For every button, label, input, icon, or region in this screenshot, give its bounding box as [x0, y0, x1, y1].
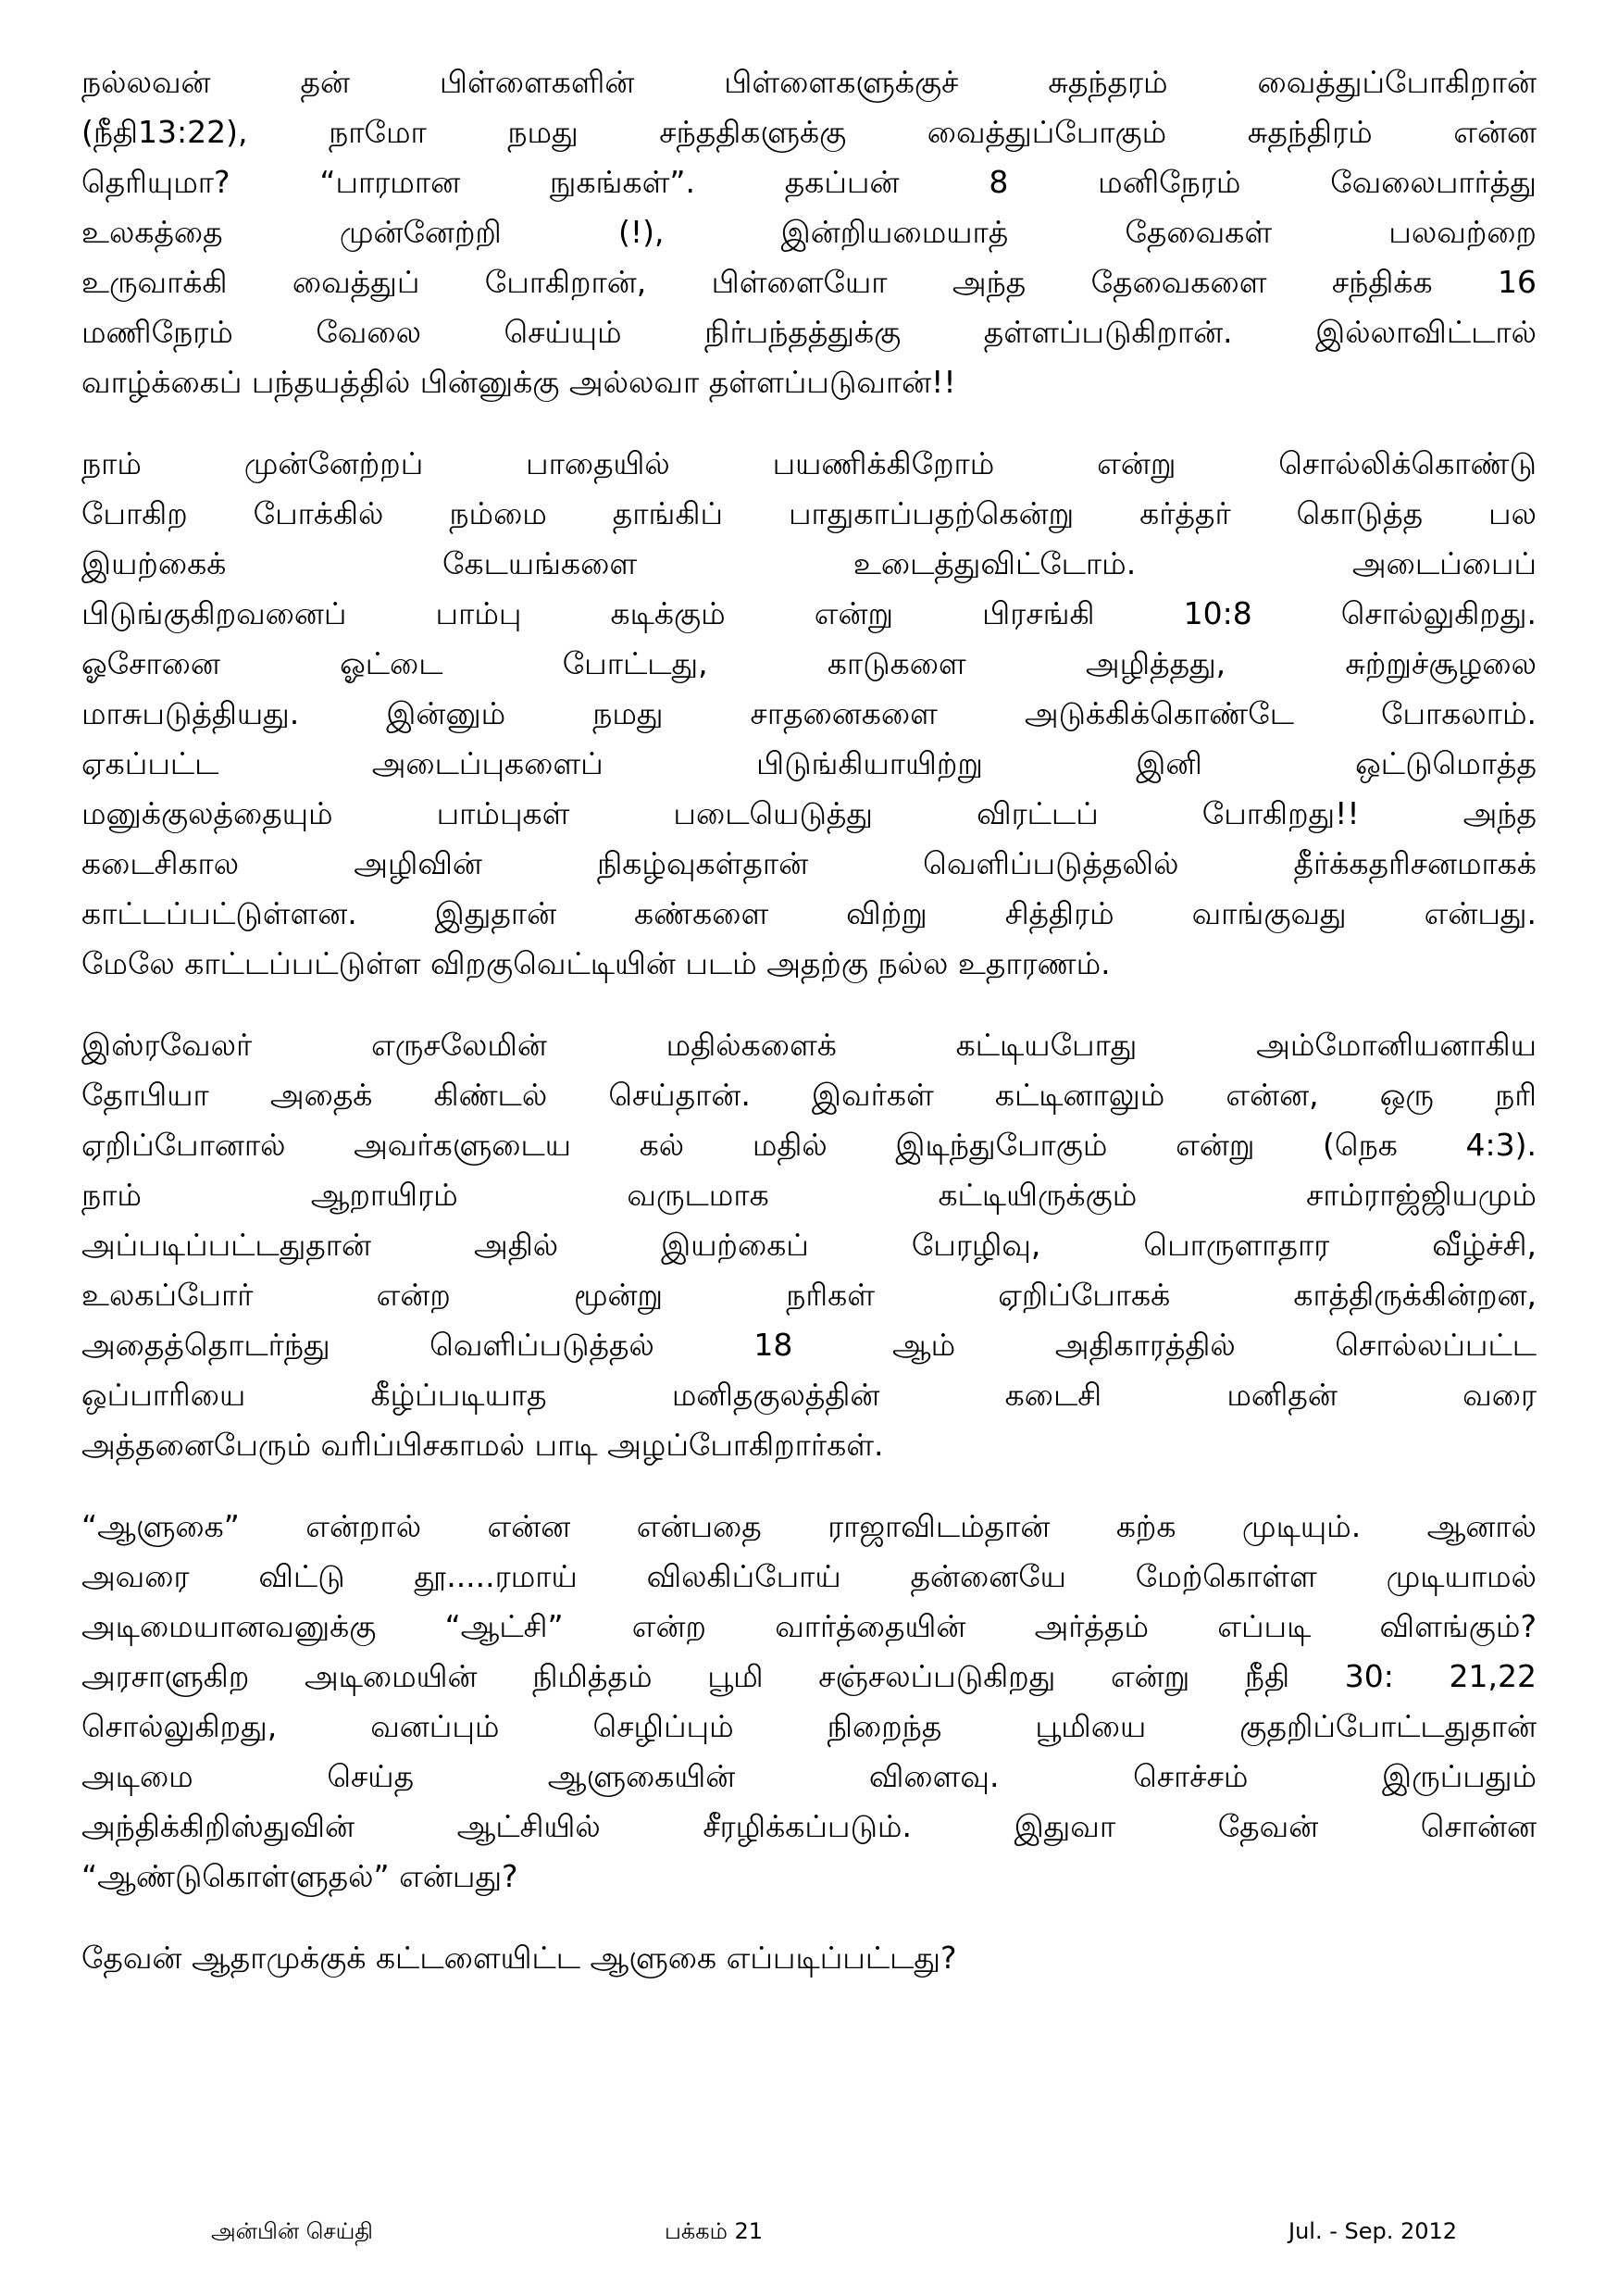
text-line: தெரியுமா? “பாரமான நுகங்கள்”. தகப்பன் 8 மனிநேரம் வேலைபார்த்து — [81, 164, 1537, 200]
issue-date: Jul. - Sep. 2012 — [1288, 2218, 1458, 2244]
text-line: நாம் முன்னேற்றப் பாதையில் பயணிக்கிறோம் என்று சொல்லிக்கொண்டு — [81, 445, 1537, 481]
text-line: மாசுபடுத்தியது. இன்னும் நமது சாதனைகளை அடுக்கிக்கொண்டே போகலாம். — [81, 695, 1537, 731]
text-line: நாம் ஆறாயிரம் வருடமாக கட்டியிருக்கும் சாம்ராஜ்ஜியமும் — [81, 1177, 1537, 1213]
text-line: அதைத்தொடர்ந்து வெளிப்படுத்தல் 18 ஆம் அதிகாரத்தில் சொல்லப்பட்ட — [81, 1327, 1537, 1363]
text-line: மணிநேரம் வேலை செய்யும் நிர்பந்தத்துக்கு தள்ளப்படுகிறான். இல்லாவிட்டால் — [81, 314, 1537, 350]
paragraph-5 — [81, 1933, 1537, 1983]
text-line: “ஆண்டுகொள்ளுதல்” என்பது? — [81, 1858, 518, 1894]
page-number: பக்கம் 21 — [665, 2218, 764, 2244]
text-line: (நீதி13:22), நாமோ நமது சந்ததிகளுக்கு வைத்துப்போகும் சுதந்திரம் என்ன — [81, 114, 1537, 150]
text-line: கடைசிகால அழிவின் நிகழ்வுகள்தான் வெளிப்படுத்தலில் தீர்க்கதரிசனமாகக் — [81, 845, 1537, 881]
text-line: காட்டப்பட்டுள்ளன. இதுதான் கண்களை விற்று சித்திரம் வாங்குவது என்பது. — [81, 895, 1537, 931]
text-line: அந்திக்கிறிஸ்துவின் ஆட்சியில் சீரழிக்கப்படும். இதுவா தேவன் சொன்ன — [81, 1808, 1537, 1844]
text-line: பிடுங்குகிறவனைப் பாம்பு கடிக்கும் என்று பிரசங்கி 10:8 சொல்லுகிறது. — [81, 595, 1537, 631]
article-body — [81, 57, 1537, 2015]
text-line: மனுக்குலத்தையும் பாம்புகள் படையெடுத்து விரட்டப் போகிறது!! அந்த — [81, 795, 1537, 831]
text-line: தேவன் ஆதாமுக்குக் கட்டளையிட்ட ஆளுகை எப்படிப்பட்டது? — [81, 1940, 957, 1976]
text-line: அரசாளுகிற அடிமையின் நிமித்தம் பூமி சஞ்சலப்படுகிறது என்று நீதி 30: 21,22 — [81, 1658, 1537, 1694]
text-line: அவரை விட்டு தூ.....ரமாய் விலகிப்போய் தன்னையே மேற்கொள்ள முடியாமல் — [81, 1558, 1537, 1594]
text-line: சொல்லுகிறது, வனப்பும் செழிப்பும் நிறைந்த பூமியை குதறிப்போட்டதுதான் — [81, 1708, 1537, 1744]
text-line: தோபியா அதைக் கிண்டல் செய்தான். இவர்கள் கட்டினாலும் என்ன, ஒரு நரி — [81, 1077, 1537, 1113]
text-line: மேலே காட்டப்பட்டுள்ள விறகுவெட்டியின் படம் அதற்கு நல்ல உதாரணம். — [81, 945, 1111, 981]
text-line: அடிமை செய்த ஆளுகையின் விளைவு. சொச்சம் இருப்பதும் — [81, 1758, 1537, 1794]
text-line: அப்படிப்பட்டதுதான் அதில் இயற்கைப் பேரழிவு, பொருளாதார வீழ்ச்சி, — [81, 1227, 1537, 1263]
text-line: இயற்கைக் கேடயங்களை உடைத்துவிட்டோம். அடைப்பைப் — [81, 545, 1537, 581]
text-line: அத்தனைபேரும் வரிப்பிசகாமல் பாடி அழப்போகிறார்கள். — [81, 1427, 884, 1463]
paragraph-4 — [81, 1502, 1537, 1902]
text-line: வாழ்க்கைப் பந்தயத்தில் பின்னுக்கு அல்லவா தள்ளப்படுவான்!! — [81, 364, 956, 400]
text-line: நல்லவன் தன் பிள்ளைகளின் பிள்ளைகளுக்குச் சுதந்தரம் வைத்துப்போகிறான் — [81, 64, 1537, 100]
text-line: இஸ்ரவேலர் எருசலேமின் மதில்களைக் கட்டியபோது அம்மோனியனாகிய — [81, 1027, 1537, 1063]
paragraph-2 — [81, 439, 1537, 989]
text-line: உருவாக்கி வைத்துப் போகிறான், பிள்ளையோ அந்த தேவைகளை சந்திக்க 16 — [81, 264, 1537, 300]
page-footer — [0, 2218, 1618, 2255]
paragraph-3 — [81, 1020, 1537, 1470]
publication-name: அன்பின் செய்தி — [211, 2218, 373, 2244]
text-line: ஏறிப்போனால் அவர்களுடைய கல் மதில் இடிந்துபோகும் என்று (நெக 4:3). — [81, 1127, 1537, 1163]
text-line: ஒப்பாரியை கீழ்ப்படியாத மனிதகுலத்தின் கடைசி மனிதன் வரை — [81, 1377, 1537, 1413]
text-line: உலகப்போர் என்ற மூன்று நரிகள் ஏறிப்போகக் காத்திருக்கின்றன, — [81, 1277, 1537, 1313]
paragraph-1 — [81, 57, 1537, 407]
text-line: ஓசோனை ஓட்டை போட்டது, காடுகளை அழித்தது, சுற்றுச்சூழலை — [81, 645, 1537, 681]
text-line: ஏகப்பட்ட அடைப்புகளைப் பிடுங்கியாயிற்று இனி ஒட்டுமொத்த — [81, 745, 1537, 781]
text-line: உலகத்தை முன்னேற்றி (!), இன்றியமையாத் தேவைகள் பலவற்றை — [81, 214, 1537, 250]
text-line: போகிற போக்கில் நம்மை தாங்கிப் பாதுகாப்பதற்கென்று கர்த்தர் கொடுத்த பல — [81, 495, 1537, 531]
text-line: “ஆளுகை” என்றால் என்ன என்பதை ராஜாவிடம்தான் கற்க முடியும். ஆனால் — [81, 1508, 1537, 1544]
text-line: அடிமையானவனுக்கு “ஆட்சி” என்ற வார்த்தையின் அர்த்தம் எப்படி விளங்கும்? — [81, 1608, 1537, 1644]
